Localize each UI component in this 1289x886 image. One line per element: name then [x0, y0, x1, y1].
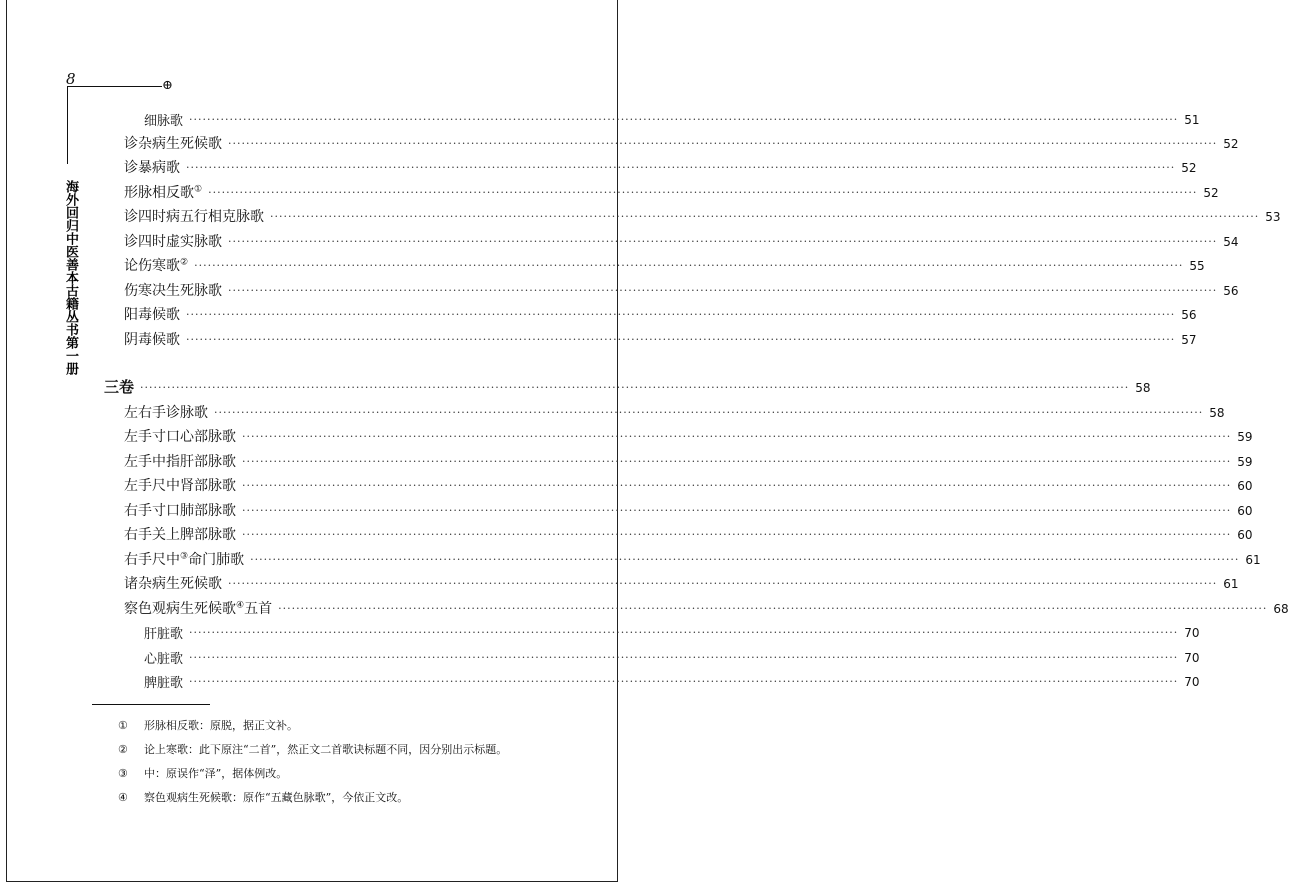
toc-entry	[124, 447, 1253, 471]
footnote-text: 论上寒歌：此下原注“二首”，然正文二首歌诀标题不同，因分别出示标题。	[144, 743, 508, 756]
toc-entry	[124, 545, 1261, 569]
toc-entry	[144, 643, 1200, 667]
toc-entry-page: 52	[1181, 161, 1197, 175]
toc-entry-label	[144, 672, 189, 691]
header-rule	[68, 86, 162, 87]
toc-entry-page: 68	[1273, 602, 1289, 616]
leader-dots: ····························································································································································································································	[242, 479, 1232, 492]
footnote-number: ②	[118, 743, 128, 756]
toc-entry	[124, 569, 1239, 593]
footnote-marker: ②	[180, 257, 189, 268]
footnote	[88, 790, 558, 806]
toc-entry-title: 左手尺中肾部脉歌	[124, 478, 236, 494]
toc-entry-title: 心脏歌	[144, 652, 184, 667]
toc-entry-page: 60	[1237, 479, 1253, 493]
toc-entry-page: 70	[1184, 651, 1200, 665]
leader-dots: ····························································································································································································································	[242, 528, 1232, 541]
page-number: 8	[66, 70, 76, 88]
toc-entry	[144, 105, 1200, 129]
toc-entry	[124, 251, 1205, 275]
toc-entry-title: 右手尺中	[124, 552, 180, 568]
toc-entry-title-continued: 命门肺歌	[188, 552, 245, 568]
toc-entry-label	[124, 451, 242, 471]
toc-entry	[124, 594, 1289, 618]
leader-dots: ····························································································································································································································	[189, 675, 1179, 688]
toc-entry	[104, 373, 1151, 397]
toc-entry-label	[104, 376, 140, 397]
toc-entry	[124, 202, 1281, 226]
leader-dots: ····························································································································································································································	[140, 381, 1130, 394]
leader-dots: ····························································································································································································································	[194, 259, 1184, 272]
leader-dots: ····························································································································································································································	[242, 504, 1232, 517]
toc-entry-page: 52	[1203, 186, 1219, 200]
toc-entry-label	[144, 110, 189, 129]
toc-entry-title: 察色观病生死候歌	[124, 601, 236, 617]
toc-entry-label	[124, 329, 186, 349]
toc-entry-page: 55	[1189, 259, 1205, 273]
footnote-text: 察色观病生死候歌：原作“五藏色脉歌”，今依正文改。	[144, 791, 409, 804]
footnote-marker: ③	[180, 551, 189, 562]
footnote-number: ④	[118, 791, 128, 804]
toc-entry-label	[144, 648, 189, 667]
toc-entry-title: 肝脏歌	[144, 627, 184, 642]
toc-entry-title: 论伤寒歌	[124, 258, 180, 274]
toc-entry-label	[144, 623, 189, 642]
toc-entry-title: 三卷	[104, 378, 135, 396]
footnote-text: 中：原误作“泽”，据体例改。	[144, 767, 288, 780]
leader-dots: ····························································································································································································································	[189, 651, 1179, 664]
toc-entry-label	[124, 426, 242, 446]
toc-entry-page: 70	[1184, 675, 1200, 689]
leader-dots: ····························································································································································································································	[270, 210, 1260, 223]
toc-entry-title: 伤寒决生死脉歌	[124, 283, 222, 299]
leader-dots: ····························································································································································································································	[189, 626, 1179, 639]
toc-entry-title: 诸杂病生死候歌	[124, 576, 222, 592]
toc-entry-page: 57	[1181, 333, 1197, 347]
crosshair-icon: ⊕	[162, 78, 173, 93]
toc-entry-page: 58	[1209, 406, 1225, 420]
toc-entry	[124, 471, 1253, 495]
toc-entry-label	[124, 255, 194, 275]
toc-entry-page: 60	[1237, 504, 1253, 518]
leader-dots: ····························································································································································································································	[208, 186, 1198, 199]
series-title: 海外回归中医善本古籍丛书第一册	[63, 180, 78, 375]
toc-entry-title: 细脉歌	[144, 114, 184, 129]
toc-entry	[124, 300, 1197, 324]
toc-entry-page: 53	[1265, 210, 1281, 224]
footnote-rule	[92, 704, 210, 705]
toc-entry-page: 54	[1223, 235, 1239, 249]
toc-entry-title: 诊四时虚实脉歌	[124, 234, 222, 250]
toc-entry-label	[124, 182, 208, 202]
toc-entry-title: 阴毒候歌	[124, 332, 180, 348]
footnote-marker: ④	[236, 600, 245, 611]
toc-entry-title: 诊杂病生死候歌	[124, 136, 222, 152]
footnote	[88, 742, 558, 758]
footnote-number: ①	[118, 719, 128, 732]
toc-entry	[124, 178, 1219, 202]
toc-entry-page: 58	[1135, 381, 1151, 395]
leader-dots: ····························································································································································································································	[228, 137, 1218, 150]
toc-entry-page: 56	[1223, 284, 1239, 298]
toc-entry-page: 61	[1223, 577, 1239, 591]
toc-entry-label	[124, 475, 242, 495]
leader-dots: ····························································································································································································································	[189, 113, 1179, 126]
footnote-number: ③	[118, 767, 128, 780]
leader-dots: ····························································································································································································································	[186, 161, 1176, 174]
toc-entry-page: 61	[1245, 553, 1261, 567]
toc-entry-label	[124, 524, 242, 544]
toc-entry-title: 形脉相反歌	[124, 185, 194, 201]
toc-entry-title: 右手关上脾部脉歌	[124, 527, 236, 543]
toc-entry-title: 左右手诊脉歌	[124, 405, 208, 421]
toc-entry	[124, 276, 1239, 300]
toc-entry-title: 左手中指肝部脉歌	[124, 454, 236, 470]
toc-entry-label	[124, 598, 278, 618]
toc-entry-label	[124, 573, 228, 593]
leader-dots: ····························································································································································································································	[228, 235, 1218, 248]
toc-entry	[124, 422, 1253, 446]
toc-entry-title-continued: 五首	[244, 601, 273, 617]
leader-dots: ····························································································································································································································	[186, 333, 1176, 346]
toc-entry	[144, 667, 1200, 691]
toc-entry	[124, 153, 1197, 177]
footnote	[88, 766, 558, 782]
toc-entry-label	[124, 549, 250, 569]
leader-dots: ····························································································································································································································	[228, 577, 1218, 590]
toc-entry-page: 56	[1181, 308, 1197, 322]
toc-entry-title: 脾脏歌	[144, 676, 184, 691]
toc-entry-page: 59	[1237, 455, 1253, 469]
toc-entry-label	[124, 231, 228, 251]
leader-dots: ····························································································································································································································	[214, 406, 1204, 419]
toc-entry	[144, 618, 1200, 642]
leader-dots: ····························································································································································································································	[278, 602, 1268, 615]
footnote	[88, 718, 558, 734]
toc-entry	[124, 129, 1239, 153]
toc-entry-title: 右手寸口肺部脉歌	[124, 503, 236, 519]
toc-entry	[124, 496, 1253, 520]
leader-dots: ····························································································································································································································	[250, 553, 1240, 566]
toc-entry-label	[124, 500, 242, 520]
leader-dots: ····························································································································································································································	[228, 284, 1218, 297]
toc-entry-page: 70	[1184, 626, 1200, 640]
toc-entry-title: 阳毒候歌	[124, 307, 180, 323]
toc-entry-page: 51	[1184, 113, 1200, 127]
footnote-marker: ①	[194, 184, 203, 195]
toc-entry-label	[124, 133, 228, 153]
toc-entry-label	[124, 304, 186, 324]
toc-entry-label	[124, 402, 214, 422]
toc-entry-page: 60	[1237, 528, 1253, 542]
toc-entry-label	[124, 157, 186, 177]
toc-entry-title: 诊暴病歌	[124, 160, 180, 176]
leader-dots: ····························································································································································································································	[242, 430, 1232, 443]
toc-entry-title: 左手寸口心部脉歌	[124, 429, 236, 445]
toc-entry	[124, 325, 1197, 349]
footnotes	[88, 718, 558, 814]
toc-entry	[124, 227, 1239, 251]
footnote-text: 形脉相反歌：原脱，据正文补。	[144, 719, 298, 732]
toc-entry-label	[124, 280, 228, 300]
margin-line	[67, 86, 68, 164]
toc-entry	[124, 398, 1225, 422]
toc-entry-page: 52	[1223, 137, 1239, 151]
leader-dots: ····························································································································································································································	[242, 455, 1232, 468]
toc-entry	[124, 520, 1253, 544]
leader-dots: ····························································································································································································································	[186, 308, 1176, 321]
toc-entry-page: 59	[1237, 430, 1253, 444]
toc-entry-label	[124, 206, 270, 226]
toc-entry-title: 诊四时病五行相克脉歌	[124, 209, 264, 225]
